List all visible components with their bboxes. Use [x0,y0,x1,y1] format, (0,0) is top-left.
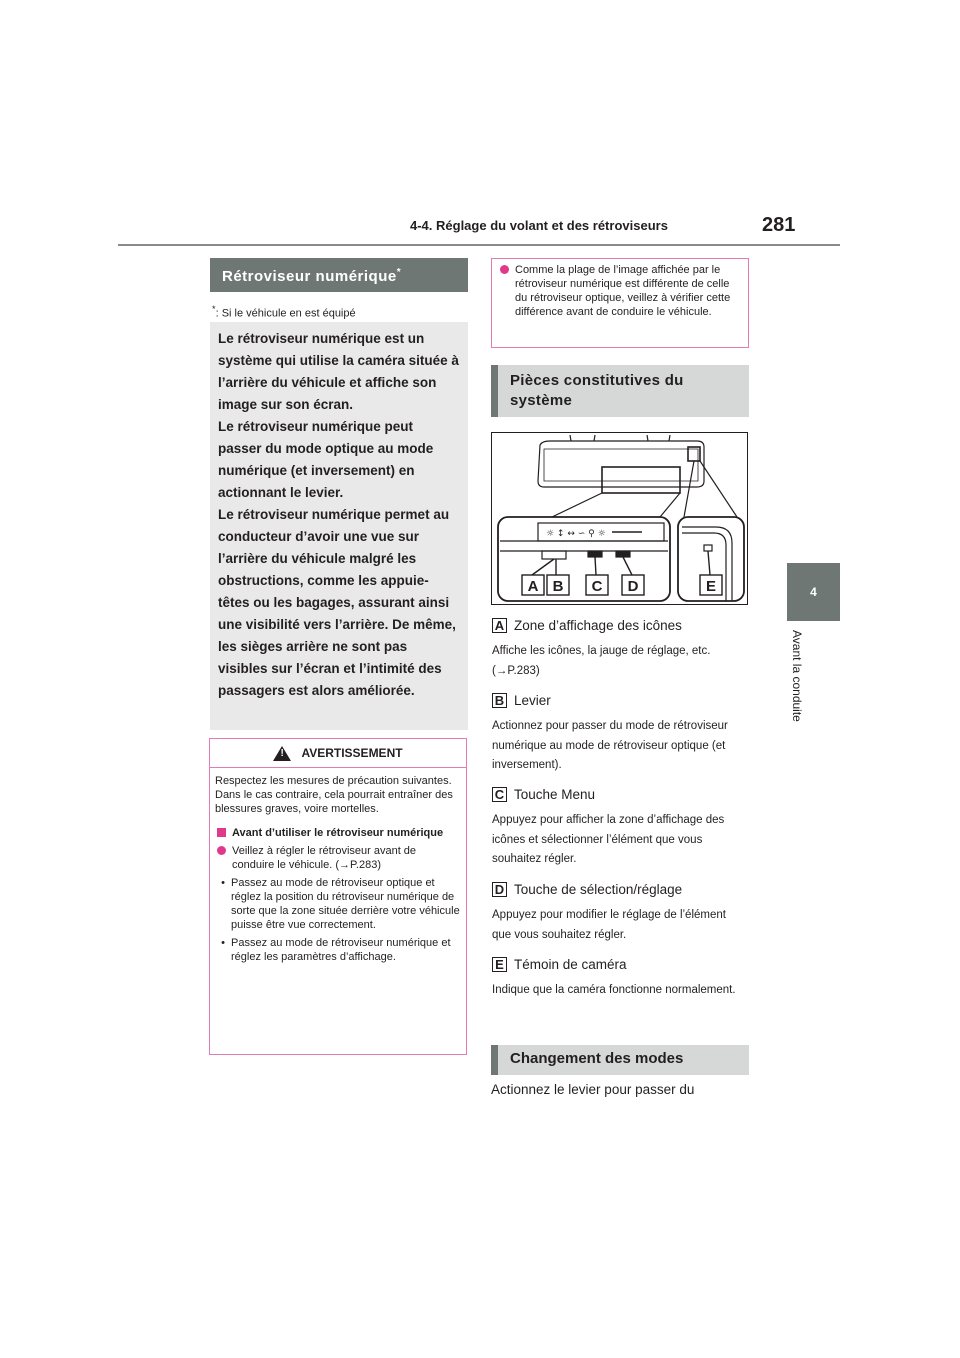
letter-c-box: C [492,787,507,802]
circle-bullet-icon [500,265,509,274]
item-d-label [492,882,682,897]
item-c-title: Touche Menu [514,787,596,802]
square-bullet-icon [217,828,226,837]
warning-heading-row [215,826,460,840]
item-e-desc: Indique que la caméra fonctionne normalement. [492,984,736,996]
warning-dash-2: Passez au mode de rétroviseur numérique et réglez les paramètres d’affichage. [231,937,451,963]
item-d-desc: Appuyez pour modifier le réglage de l’élément que vous souhaitez régler. [492,909,726,941]
intro-box [210,322,468,730]
closing-text: Actionnez le levier pour passer du [491,1082,695,1097]
intro-paragraph-3: Le rétroviseur numérique permet au conducteur d’avoir une vue sur l’arrière du véhicule malgré les obstructions, comme les appuie-têtes ou les bagages, assurant ainsi une visibilité vers l’arrière. De même, les sièges arrière ne sont pas visibles sur l’écran et l’intimité des passagers est alors améliorée. [218,507,456,698]
running-header: 4-4. Réglage du volant et des rétroviseurs [410,218,668,233]
footnote [212,304,356,320]
item-c-desc: Appuyez pour afficher la zone d’affichage des icônes et sélectionner l’élément que vous souhaitez régler. [492,814,725,865]
diagram-letter-e: E [705,578,717,595]
item-b-desc: Actionnez pour passer du mode de rétroviseur numérique au mode de rétroviseur optique (et inversement). [492,720,728,771]
warning-bullet-row [215,844,460,872]
intro-paragraph-2: Le rétroviseur numérique peut passer du mode optique au mode numérique (et inversement) en actionnant le levier. [218,419,434,500]
item-b-label [492,693,551,708]
item-e-title: Témoin de caméra [514,957,627,972]
warning-title: AVERTISSEMENT [301,746,403,760]
section-title-digital-mirror [210,258,468,292]
mirror-illustration [492,433,747,604]
item-e-label [492,957,627,972]
warning-box [209,738,467,1055]
dash-bullet-icon: • [221,877,225,889]
page-number: 281 [762,214,796,236]
item-d-title: Touche de sélection/réglage [514,882,683,897]
dash-bullet-icon: • [221,937,225,949]
letter-b-box: B [492,693,507,708]
chapter-number: 4 [810,585,817,599]
diagram-letter-c: C [591,578,603,595]
note-box [491,258,749,348]
letter-d-box: D [492,882,507,897]
section-title-text: Rétroviseur numérique [222,268,397,285]
item-c-label [492,787,595,802]
warning-triangle-icon [273,746,291,761]
warning-dash-1: Passez au mode de rétroviseur optique et réglez la position du rétroviseur numérique de sorte que la zone située derrière votre véhicule puisse être vue correctement. [231,877,460,931]
letter-a-box: A [492,618,507,633]
warning-heading: Avant d’utiliser le rétroviseur numérique [232,827,444,839]
diagram-letter-d: D [627,578,639,595]
chapter-side-label [784,630,806,750]
footnote-mark: * [212,304,216,314]
chapter-label: Avant la conduite [790,630,804,722]
circle-bullet-icon [217,846,226,855]
item-a-desc: Affiche les icônes, la jauge de réglage, etc. (→P.283) [492,645,711,677]
diagram-letter-a: A [527,578,539,595]
item-a-title: Zone d’affichage des icônes [514,618,682,633]
section-title-mode-change: Changement des modes [491,1045,749,1075]
warning-dash-row-1 [215,876,460,932]
warning-header [210,739,466,768]
header-rule [118,244,840,246]
footnote-text: : Si le véhicule en est équipé [215,307,356,320]
diagram-letter-b: B [552,578,564,595]
asterisk-mark: * [396,267,402,278]
mirror-diagram [491,432,748,605]
warning-body [210,768,466,964]
item-b-title: Levier [514,693,551,708]
item-a-label [492,618,682,633]
intro-paragraph-1: Le rétroviseur numérique est un système qui utilise la caméra située à l’arrière du véhicule et affiche son image sur son écran. [218,331,459,412]
section-title-components: Pièces constitutives du système [491,365,749,417]
letter-e-box: E [492,957,507,972]
note-text: Comme la plage de l’image affichée par le rétroviseur numérique est différente de celle du rétroviseur optique, veillez à vérifier cette différence avant de conduire le véhicule. [515,264,731,318]
chapter-tab [787,563,840,621]
warning-dash-row-2 [215,936,460,964]
warning-intro: Respectez les mesures de précaution suivantes. Dans le cas contraire, cela pourrait entraîner des blessures graves, voire mortelles. [215,775,453,815]
icon-strip: ☼ ↕ ↔ ∽ ⚲ ☼ [546,529,606,539]
warning-bullet: Veillez à régler le rétroviseur avant de conduire le véhicule. (→P.283) [232,845,417,871]
